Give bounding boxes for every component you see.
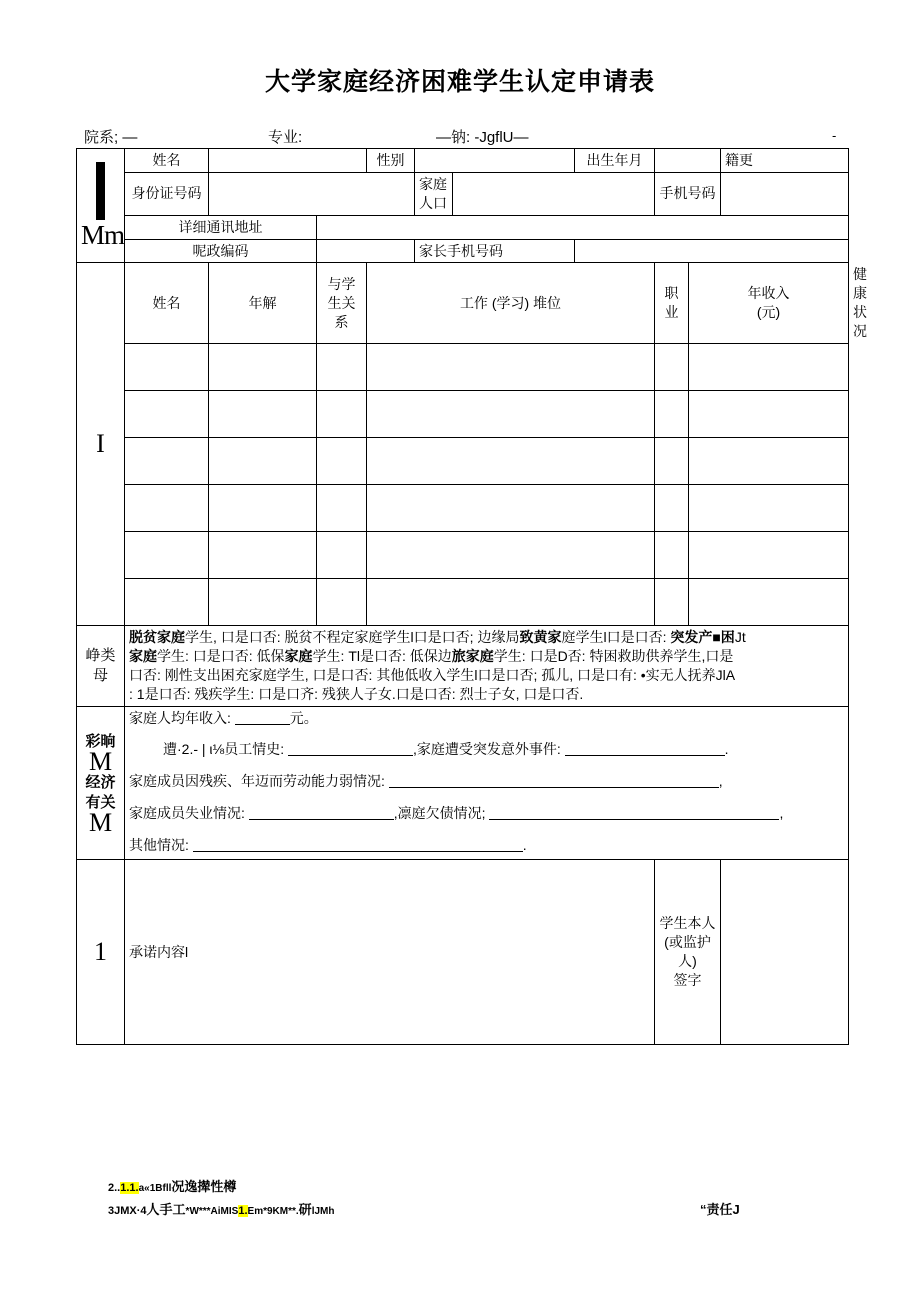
student-basic-row-3 — [77, 215, 849, 239]
category-l1-d: 庭学生l口是口否: — [561, 629, 671, 646]
name-value[interactable] — [209, 149, 367, 173]
category-l2-c: 家庭 — [284, 647, 313, 664]
family-cell-relation[interactable] — [317, 532, 367, 579]
family-cell-name[interactable] — [125, 438, 209, 485]
origin-label: 籍更 — [721, 149, 849, 173]
family-cell-workplace[interactable] — [367, 485, 655, 532]
economic-accident-blank[interactable] — [565, 741, 725, 756]
page-title: 大学家庭经济困难学生认定申请表 — [264, 68, 655, 96]
table-row — [77, 391, 849, 438]
spine-economic-glyph-1: M — [88, 746, 113, 776]
economic-unemploy-label: 家庭成员失业情况: — [129, 805, 245, 822]
footer-r2-right: “责任J — [700, 1202, 740, 1218]
economic-other-blank[interactable] — [193, 837, 523, 852]
category-line-3: 口否: 刚性支出困充家庭学生, 口是口否: 其他低收入学生l口是口否; 孤儿, 口是口有: •实无人抚养JlA — [129, 666, 736, 683]
category-l1-e: 突发产■困 — [670, 629, 735, 646]
family-cell-age[interactable] — [209, 344, 317, 391]
category-l2-e: 旅家庭 — [451, 647, 494, 664]
family-cell-occupation[interactable] — [655, 438, 689, 485]
category-l2-f: 学生: 口是D否: 特困救助供养学生,口是 — [493, 647, 734, 664]
signature-label — [655, 860, 721, 1045]
family-cell-relation[interactable] — [317, 485, 367, 532]
family-cell-age[interactable] — [209, 391, 317, 438]
category-l1-f: Jt — [734, 629, 746, 646]
postcode-value[interactable] — [317, 239, 415, 263]
family-cell-occupation[interactable] — [655, 344, 689, 391]
economic-disability-label: 家庭成员因残疾、年迈而劳动能力弱情况: — [129, 773, 385, 790]
id-label: 身份证号码 — [125, 172, 209, 215]
economic-unemploy-mid: ,凛庭欠债情况; — [393, 805, 486, 822]
address-label: 详细通讯地址 — [125, 215, 317, 239]
economic-line-other — [129, 836, 844, 855]
table-row — [77, 344, 849, 391]
family-header-occupation: 职业 — [655, 263, 689, 344]
economic-income-blank[interactable] — [235, 710, 290, 725]
address-value[interactable] — [317, 215, 849, 239]
category-l1-c: 致黄家 — [519, 629, 562, 646]
family-cell-age[interactable] — [209, 579, 317, 626]
spine-mm-glyph: Mm — [81, 220, 125, 251]
footer-r2-c: Em*9KM**. — [247, 1206, 299, 1218]
table-row — [77, 579, 849, 626]
family-cell-name[interactable] — [125, 391, 209, 438]
family-cell-age[interactable] — [209, 532, 317, 579]
gender-value[interactable] — [415, 149, 575, 173]
category-line-2 — [129, 647, 844, 666]
economic-illness-mid: ,家庭遭受突发意外事件: — [412, 741, 561, 758]
family-cell-name[interactable] — [125, 344, 209, 391]
family-cell-occupation[interactable] — [655, 485, 689, 532]
family-cell-age[interactable] — [209, 485, 317, 532]
family-header-income — [689, 263, 849, 344]
meta-tail-mark: - — [832, 128, 837, 143]
category-l2-b: 学生: 口是口否: 低保 — [157, 647, 285, 664]
economic-disability-blank[interactable] — [389, 773, 719, 788]
student-basic-row-4 — [77, 239, 849, 263]
economic-details[interactable] — [125, 706, 849, 859]
family-cell-occupation[interactable] — [655, 532, 689, 579]
family-header-age: 年解 — [209, 263, 317, 344]
spine-category — [77, 626, 125, 707]
family-cell-occupation[interactable] — [655, 579, 689, 626]
table-row — [77, 485, 849, 532]
footer-r2-b: *W***AiMIS — [185, 1206, 239, 1218]
category-l2-a: 家庭 — [129, 647, 157, 664]
category-l1-a: 脱贫家庭 — [129, 629, 185, 646]
family-cell-workplace[interactable] — [367, 391, 655, 438]
phone-label: 手机号码 — [655, 172, 721, 215]
economic-line-illness — [129, 740, 844, 759]
family-header-income-line2: (元) — [756, 304, 781, 321]
economic-section-row — [77, 706, 849, 859]
student-basic-row-2 — [77, 172, 849, 215]
footer-r2-d: lJMh — [311, 1206, 335, 1218]
family-cell-name[interactable] — [125, 485, 209, 532]
category-checkbox-text[interactable] — [125, 626, 849, 707]
footer-row-2 — [108, 1203, 868, 1217]
spine-i-glyph: I — [96, 429, 105, 459]
family-cell-workplace[interactable] — [367, 532, 655, 579]
economic-line-income — [129, 709, 844, 728]
category-line-1 — [129, 628, 844, 647]
spine-commitment-label: 1 — [94, 937, 107, 967]
economic-income-unit: 元。 — [289, 709, 318, 726]
family-cell-income[interactable] — [689, 344, 849, 391]
id-value[interactable] — [209, 172, 415, 215]
footer-row-1 — [108, 1180, 868, 1194]
footer-r1-highlight: 1.1. — [120, 1182, 139, 1194]
parent-phone-value[interactable] — [575, 239, 849, 263]
family-cell-name[interactable] — [125, 579, 209, 626]
family-cell-income[interactable] — [689, 438, 849, 485]
economic-unemploy-suffix: , — [779, 805, 784, 822]
signature-label-line2: (或监护人) — [664, 934, 711, 970]
spine-family-info — [77, 263, 125, 626]
application-form-table — [76, 148, 867, 1045]
family-cell-relation[interactable] — [317, 391, 367, 438]
economic-illness-suffix: . — [724, 741, 729, 758]
table-row — [77, 532, 849, 579]
family-cell-income[interactable] — [689, 532, 849, 579]
postcode-label: 呢政编码 — [125, 239, 317, 263]
spine-economic-glyph-2: M — [88, 808, 113, 838]
spine-economic — [77, 706, 125, 859]
family-size-value[interactable] — [453, 172, 655, 215]
economic-income-label: 家庭人均年收入: — [129, 709, 231, 726]
footer-r2-a: 3JMX·4 — [108, 1205, 147, 1218]
family-cell-income[interactable] — [689, 485, 849, 532]
family-cell-occupation[interactable] — [655, 391, 689, 438]
category-l2-d: 学生: Tl是口否: 低保边 — [312, 647, 452, 664]
gender-label: 性别 — [367, 149, 415, 173]
category-l1-b: 学生, 口是口否: 脱贫不程定家庭学生l口是口否; 边缘局 — [185, 629, 520, 646]
department-label: 院系; — — [84, 129, 138, 146]
footer-r2-cn2: 研 — [298, 1202, 312, 1218]
family-header-name: 姓名 — [125, 263, 209, 344]
spine-category-label: 峥类母 — [85, 646, 116, 684]
economic-line-disability — [129, 772, 844, 791]
category-line-4: : 1是口否: 残疾学生: 口是口齐: 残狭人子女.口是口否: 烈士子女, 口是口否. — [129, 685, 584, 702]
economic-other-suffix: . — [522, 837, 527, 854]
spine-economic-label-2: 经济 — [85, 773, 116, 791]
table-row — [77, 438, 849, 485]
birth-value[interactable] — [655, 149, 721, 173]
family-cell-name[interactable] — [125, 532, 209, 579]
commitment-content[interactable] — [125, 860, 655, 1045]
parent-phone-label: 家长手机号码 — [415, 239, 575, 263]
birth-label: 出生年月 — [575, 149, 655, 173]
signature-label-line1: 学生本人 — [659, 915, 716, 932]
family-header-workplace: 工作 (学习) 堆位 — [367, 263, 655, 344]
family-cell-income[interactable] — [689, 579, 849, 626]
major-label: 专业: — [268, 129, 303, 146]
footer-r1-pre: 2.. — [108, 1182, 121, 1194]
meta-line — [84, 126, 872, 148]
commitment-title: 承诺内容l — [129, 943, 189, 960]
footer-r2-highlight: 1. — [238, 1205, 248, 1218]
footer-notes — [108, 1180, 868, 1227]
economic-line-unemployment — [129, 804, 844, 823]
spine-commitment — [77, 860, 125, 1045]
family-cell-workplace[interactable] — [367, 438, 655, 485]
family-cell-income[interactable] — [689, 391, 849, 438]
family-header-relation: 与学生关系 — [317, 263, 367, 344]
economic-other-label: 其他情况: — [129, 837, 189, 854]
family-cell-relation[interactable] — [317, 344, 367, 391]
family-cell-relation[interactable] — [317, 579, 367, 626]
spine-economic-label-1: 彩晌 — [85, 732, 116, 750]
phone-value[interactable] — [721, 172, 849, 215]
family-cell-workplace[interactable] — [367, 579, 655, 626]
economic-illness-label: 遭·2.- | ι⅛员工情史: — [163, 741, 285, 758]
spine-bar-glyph — [96, 162, 105, 220]
spine-student-info — [77, 149, 125, 263]
family-cell-workplace[interactable] — [367, 344, 655, 391]
footer-r1-mid: a«1Bfll — [138, 1183, 172, 1194]
commitment-section-row — [77, 860, 849, 1045]
signature-value[interactable] — [721, 860, 849, 1045]
family-cell-age[interactable] — [209, 438, 317, 485]
family-cell-relation[interactable] — [317, 438, 367, 485]
student-basic-row-1 — [77, 149, 849, 173]
economic-debt-blank[interactable] — [489, 805, 779, 820]
family-header-income-line1: 年收入 — [747, 285, 790, 302]
class-label: —钠: -JgflU— — [436, 129, 529, 146]
spine-economic-label-3: 有关 — [85, 793, 116, 811]
economic-unemploy-blank[interactable] — [249, 805, 394, 820]
family-size-label: 家庭人口 — [415, 172, 453, 215]
footer-r2-cn1: 人手工 — [146, 1202, 186, 1218]
category-section-row — [77, 626, 849, 707]
signature-label-line3: 签字 — [673, 971, 702, 988]
family-table-header-row: I 姓名 年解 与学生关系 工作 (学习) 堆位 职业 年收入 (元) 健康状况 — [77, 263, 849, 344]
footer-r1-cn: 况逸撵性樽 — [171, 1179, 237, 1194]
name-label: 姓名 — [125, 149, 209, 173]
economic-illness-blank[interactable] — [288, 741, 413, 756]
economic-disability-suffix: , — [718, 773, 723, 790]
